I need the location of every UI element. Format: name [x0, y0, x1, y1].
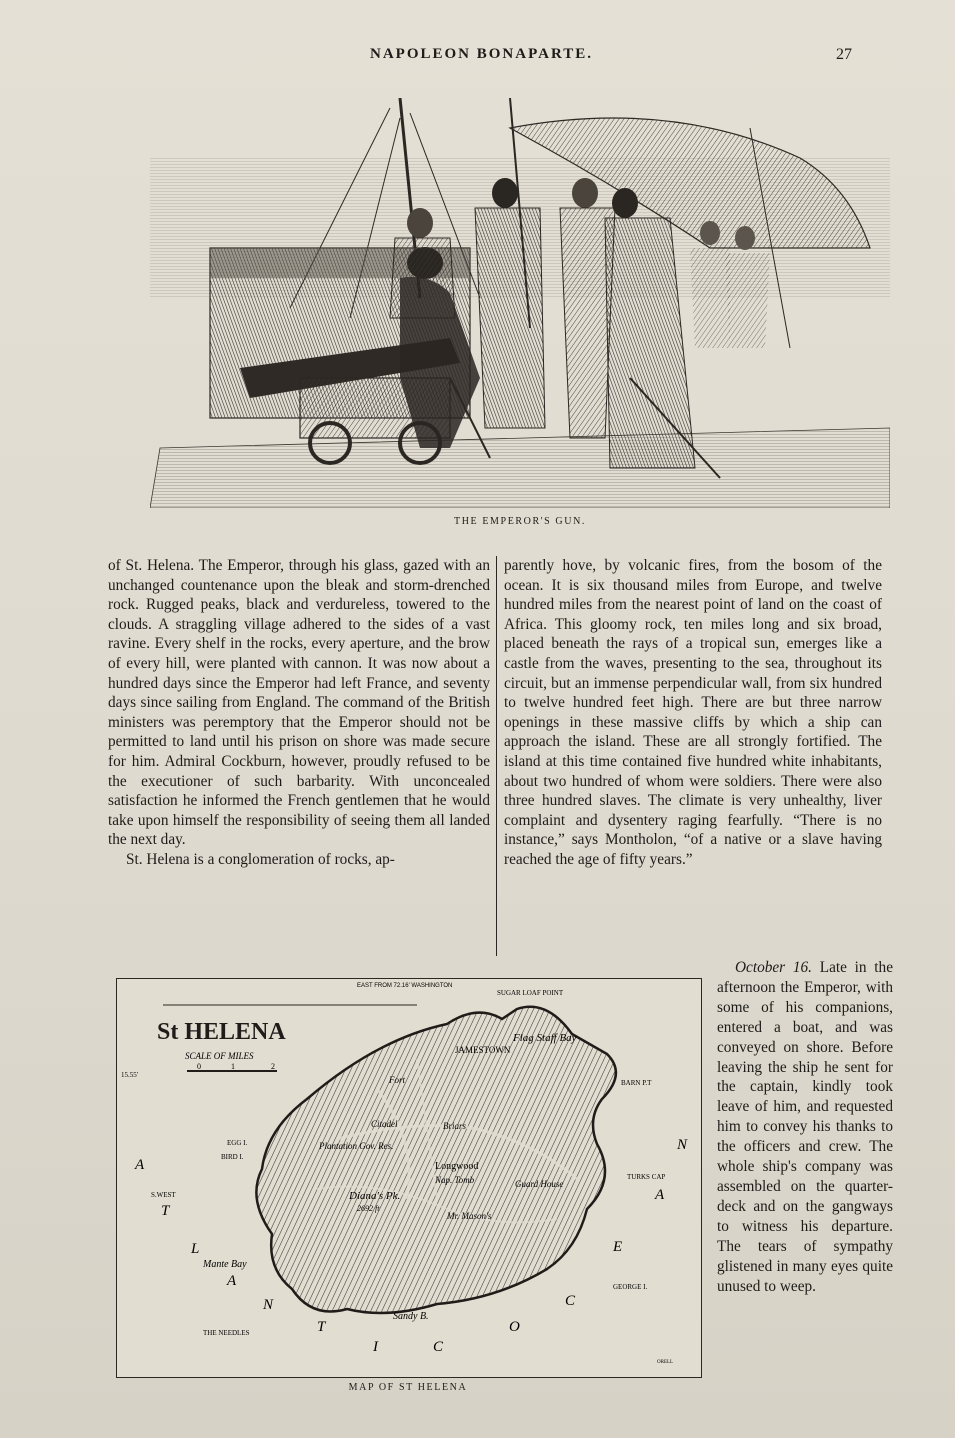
place-jamestown: JAMESTOWN	[455, 1045, 511, 1055]
map-caption: MAP OF ST HELENA	[348, 1382, 468, 1393]
emperors-gun-engraving	[150, 98, 890, 508]
place-citadel: Citadel	[371, 1119, 398, 1129]
map-engraver: ORELL	[657, 1360, 674, 1365]
place-plantation: Plantation Gov. Res.	[319, 1141, 394, 1151]
scale-tick-2: 2	[271, 1062, 275, 1071]
scale-tick-0: 0	[197, 1062, 201, 1071]
narrow-paragraph: Late in the afternoon the Emperor, with some of his companions, entered a boat, and was conveyed on shore. Before leaving the ship he sent for the captain, kindly took leave of him, and requested him to convey his thanks to the officers and crew. The whole ship's company was assembled on the quarter-deck and on the gangways to witness his departure. The tears of sympathy glistened in many eyes quite unused to weep.	[717, 959, 893, 1295]
ocean-letter-3: L	[191, 1241, 200, 1257]
ocean-letter-8: C	[433, 1339, 444, 1355]
date-october-16: October 16.	[735, 959, 812, 976]
longitude-note: EAST FROM 72.16' WASHINGTON	[357, 983, 453, 989]
ocean-letter-6: T	[317, 1319, 326, 1335]
left-column	[108, 556, 490, 870]
right-paragraph-1: parently hove, by volcanic fires, from the bosom of the ocean. It is six thousand miles from Europe, and twelve hundred miles from the nearest point of land on the coast of Africa. This gloomy rock, ten miles long and six broad, placed beneath the rays of a tropical sun, emerges like a castle from the waves, presenting to the sea, throughout its circuit, but an immense perpendicular wall, from six hundred to twelve hundred feet high. There are but three narrow openings in these massive cliffs by which a ship can approach the island. These are all strongly fortified. The island at this time contained five hundred white inhabitants, about two hundred of whom were soldiers. There were also three hundred slaves. The climate is very unhealthy, liver complaint and dysentery raging fearfully. “There is no instance,” says Montholon, “of a native or a slave having reached the age of fifty years.”	[504, 557, 882, 868]
place-sugar-loaf: SUGAR LOAF POINT	[497, 989, 564, 997]
island-outline	[256, 1007, 616, 1313]
place-peak-height: 2692 ft	[357, 1204, 380, 1213]
right-column	[504, 556, 882, 870]
st-helena-map	[116, 978, 702, 1378]
place-sandy-bay: Sandy B.	[393, 1311, 429, 1322]
place-briars: Briars	[443, 1121, 467, 1131]
ocean-letter-5: N	[263, 1297, 274, 1313]
map-scale-label: SCALE OF MILES	[185, 1051, 254, 1061]
place-mante-bay: Mante Bay	[203, 1259, 247, 1270]
ocean-letter-11: E	[613, 1239, 623, 1255]
ocean-letter-1: A	[135, 1157, 145, 1173]
place-south-west: S.WEST	[151, 1191, 176, 1199]
page-number: 27	[836, 46, 852, 63]
ocean-letter-12: A	[655, 1187, 665, 1203]
place-egg-island: EGG I.	[227, 1139, 248, 1147]
map-title: St HELENA	[157, 1019, 286, 1045]
running-head: NAPOLEON BONAPARTE.	[370, 46, 594, 62]
place-turks-cap: TURKS CAP	[627, 1173, 666, 1181]
place-longwood: Longwood	[435, 1161, 479, 1172]
ocean-letter-10: C	[565, 1293, 576, 1309]
place-nap-tomb: Nap. Tomb	[435, 1175, 475, 1185]
scale-tick-1: 1	[231, 1062, 235, 1071]
ocean-letter-13: N	[677, 1137, 688, 1153]
ocean-letter-4: A	[227, 1273, 237, 1289]
left-paragraph-1: of St. Helena. The Emperor, through his glass, gazed with an unchanged countenance upon the bleak and storm-drenched rock. Rugged peaks, black and verdureless, towered to the clouds. A straggling village adhered to the sides of a vast ravine. Every shelf in the rocks, every aperture, and the brow of every hill, were planted with cannon. It was now about a hundred days since the Emperor had left France, and seventy days since sailing from England. The command of the British ministers was peremptory that the Emperor should not be permitted to land until his prison on shore was made secure for him. Admiral Cockburn, however, proudly refused to be the executioner of such barbarity. With unconcealed satisfaction he informed the French gentlemen that he would take upon himself the responsibility of seeing them all landed the next day.	[108, 557, 490, 849]
left-paragraph-2: St. Helena is a conglomeration of rocks, ap-	[126, 850, 395, 868]
place-guard-house: Guard House	[515, 1179, 564, 1189]
engraving-caption: THE EMPEROR'S GUN.	[454, 516, 586, 527]
place-barn: BARN P.T	[621, 1079, 652, 1087]
place-bird-island: BIRD I.	[221, 1153, 244, 1161]
place-mr-masons: Mr. Mason's	[447, 1211, 492, 1221]
latitude-note: 15.55'	[121, 1071, 139, 1079]
place-flag-staff-bay: Flag Staff Bay	[513, 1032, 577, 1044]
narrow-column	[717, 958, 893, 1296]
column-rule	[496, 556, 497, 956]
place-fort: Fort	[389, 1075, 406, 1085]
ocean-letter-7: I	[373, 1339, 378, 1355]
ocean-letter-9: O	[509, 1319, 520, 1335]
ocean-letter-2: T	[161, 1203, 170, 1219]
map-drawing	[117, 979, 701, 1377]
place-george-island: GEORGE I.	[613, 1283, 648, 1291]
place-needles: THE NEEDLES	[203, 1329, 250, 1337]
place-dianas-peak: Diana's Pk.	[349, 1190, 401, 1202]
